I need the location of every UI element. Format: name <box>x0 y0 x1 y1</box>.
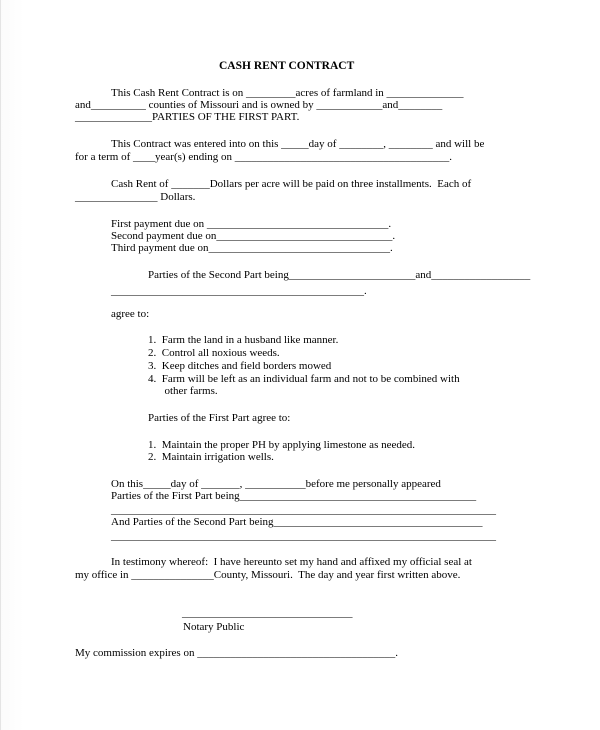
ack-line-5: ______________________________________________________________________ <box>111 530 496 542</box>
term-line-1: This Contract was entered into on this _____day of ________, ________ and will be <box>111 138 485 150</box>
payment-first: First payment due on _________________________________. <box>111 218 392 230</box>
first-party-heading: Parties of the First Part agree to: <box>148 412 291 424</box>
ack-line-1: On this_____day of _______, ___________before me personally appeared <box>111 478 441 490</box>
intro-line-2: and__________ counties of Missouri and is owned by ____________and________ <box>75 99 443 111</box>
intro-line-1: This Cash Rent Contract is on _________acres of farmland in ______________ <box>111 87 464 99</box>
rent-line-1: Cash Rent of _______Dollars per acre will be paid on three installments. Each of <box>111 178 472 190</box>
agree-to-label: agree to: <box>111 308 150 320</box>
ack-line-2: Parties of the First Part being___________________________________________ <box>111 490 477 502</box>
commission-expires: My commission expires on ____________________________________. <box>75 647 398 659</box>
obligation-item: 2. Control all noxious weeds. <box>148 347 280 359</box>
second-party-line-1: Parties of the Second Part being_______________________and__________________ <box>148 269 531 281</box>
obligation-item: 4. Farm will be left as an individual farm and not to be combined with <box>148 373 460 385</box>
first-party-obligation: 1. Maintain the proper PH by applying limestone as needed. <box>148 439 415 451</box>
rent-line-2: _______________ Dollars. <box>75 191 196 203</box>
ack-line-4: And Parties of the Second Part being______________________________________ <box>111 516 483 528</box>
notary-signature-line: _______________________________ <box>182 607 353 619</box>
testimony-line-2: my office in _______________County, Missouri. The day and year first written above. <box>75 569 461 581</box>
second-party-line-2: ______________________________________________. <box>111 285 367 297</box>
first-party-obligation: 2. Maintain irrigation wells. <box>148 451 274 463</box>
term-line-2: for a term of ____year(s) ending on _______________________________________. <box>75 151 453 163</box>
document-title: CASH RENT CONTRACT <box>219 60 355 72</box>
payment-second: Second payment due on________________________________. <box>111 230 396 242</box>
obligation-item: 1. Farm the land in a husband like manner. <box>148 334 339 346</box>
obligation-item: 3. Keep ditches and field borders mowed <box>148 360 332 372</box>
obligation-item: other farms. <box>148 385 218 397</box>
intro-line-3: ______________PARTIES OF THE FIRST PART. <box>75 111 300 123</box>
payment-third: Third payment due on_________________________________. <box>111 242 393 254</box>
testimony-line-1: In testimony whereof: I have hereunto set my hand and affixed my official seal at <box>111 556 472 568</box>
notary-label: Notary Public <box>183 621 245 633</box>
ack-line-3: ______________________________________________________________________ <box>111 504 496 516</box>
